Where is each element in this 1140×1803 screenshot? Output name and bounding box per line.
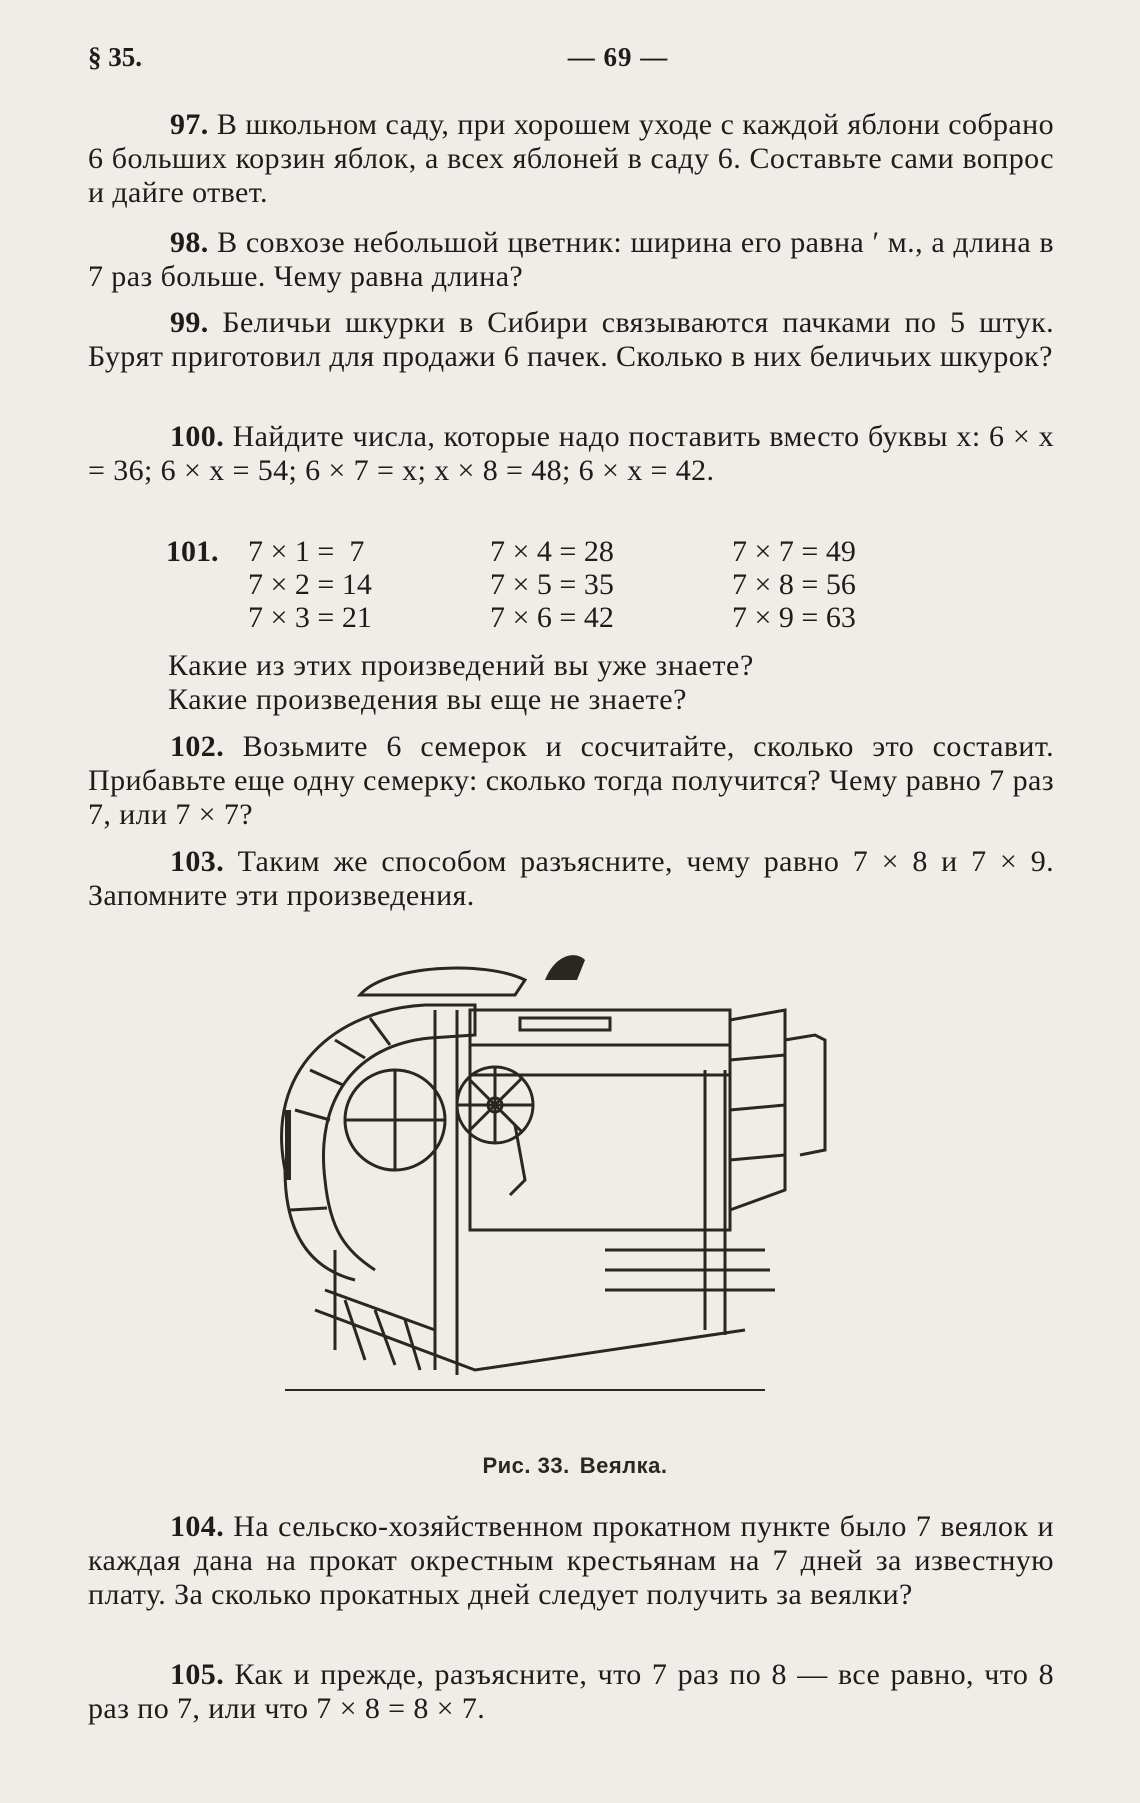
table-cell: 7 × 5 = 35	[490, 568, 614, 601]
problem-100	[88, 420, 1054, 488]
table-column-1	[248, 535, 372, 634]
table-cell: 7 × 9 = 63	[732, 601, 856, 634]
problem-105	[88, 1658, 1054, 1726]
problem-103	[88, 845, 1054, 913]
problem-number: 97.	[170, 108, 209, 141]
figure-caption-title: Веялка.	[579, 1453, 668, 1478]
page-number: — 69 —	[567, 42, 669, 72]
figure-caption	[0, 1453, 1140, 1479]
problem-text: На сельско-хозяйственном прокатном пункте было 7 веялок и каждая дана на прокат окрестным крестьянам на 7 дней за известную плату. За сколько прокатных дней следует получить за веялки?	[88, 1510, 1054, 1611]
table-cell: 7 × 2 = 14	[248, 568, 372, 601]
table-column-2	[490, 535, 614, 634]
problem-text: Возьмите 6 семерок и сосчитайте, сколько это составит. Прибавьте еще одну семерку: сколько тогда получится? Чему равно 7 раз 7, или 7 × 7?	[88, 730, 1054, 831]
table-cell: 7 × 3 = 21	[248, 601, 372, 634]
table-cell: 7 × 1 = 7	[248, 535, 365, 568]
problem-text: Найдите числа, которые надо поставить вместо буквы x: 6 × x = 36; 6 × x = 54; 6 × 7 = x; x × 8 = 48; 6 × x = 42.	[88, 420, 1054, 487]
problem-number: 104.	[170, 1510, 225, 1543]
table-cell: 7 × 6 = 42	[490, 601, 614, 634]
problem-101-question-1: Какие из этих произведений вы уже знаете?	[168, 649, 754, 682]
figure-caption-number: Рис. 33.	[482, 1453, 570, 1478]
problem-text: Беличьи шкурки в Сибири связываются пачками по 5 штук. Бурят приготовил для продажи 6 пачек. Сколько в них беличьих шкурок?	[88, 306, 1054, 373]
problem-text: В совхозе небольшой цветник: ширина его равна ʹ м., а длина в 7 раз больше. Чему равна длина?	[88, 226, 1054, 293]
problem-number: 100.	[170, 420, 225, 453]
problem-98	[88, 226, 1054, 294]
problem-text: Как и прежде, разъясните, что 7 раз по 8 — все равно, что 8 раз по 7, или что 7 × 8 = 8 × 7.	[88, 1658, 1054, 1725]
problem-text: В школьном саду, при хорошем уходе с каждой яблони собрано 6 больших корзин яблок, а всех яблоней в саду 6. Составьте сами вопрос и дайге ответ.	[88, 108, 1054, 209]
problem-97	[88, 108, 1054, 210]
problem-number: 101.	[166, 535, 219, 568]
table-cell: 7 × 4 = 28	[490, 535, 614, 568]
section-number: § 35.	[88, 42, 142, 72]
problem-101-question-2: Какие произведения вы еще не знаете?	[168, 683, 688, 716]
problem-number: 103.	[170, 845, 225, 878]
problem-number: 102.	[170, 730, 225, 763]
problem-number: 99.	[170, 306, 209, 339]
table-column-3	[732, 535, 856, 634]
winnowing-machine-illustration	[225, 950, 905, 1420]
problem-102	[88, 730, 1054, 832]
problem-number: 105.	[170, 1658, 225, 1691]
winnowing-machine-icon	[225, 950, 905, 1420]
problem-number: 98.	[170, 226, 209, 259]
table-cell: 7 × 7 = 49	[732, 535, 856, 568]
problem-99	[88, 306, 1054, 374]
table-cell: 7 × 8 = 56	[732, 568, 856, 601]
problem-text: Таким же способом разъясните, чему равно 7 × 8 и 7 × 9. Запомните эти произведения.	[88, 845, 1054, 912]
problem-104	[88, 1510, 1054, 1612]
